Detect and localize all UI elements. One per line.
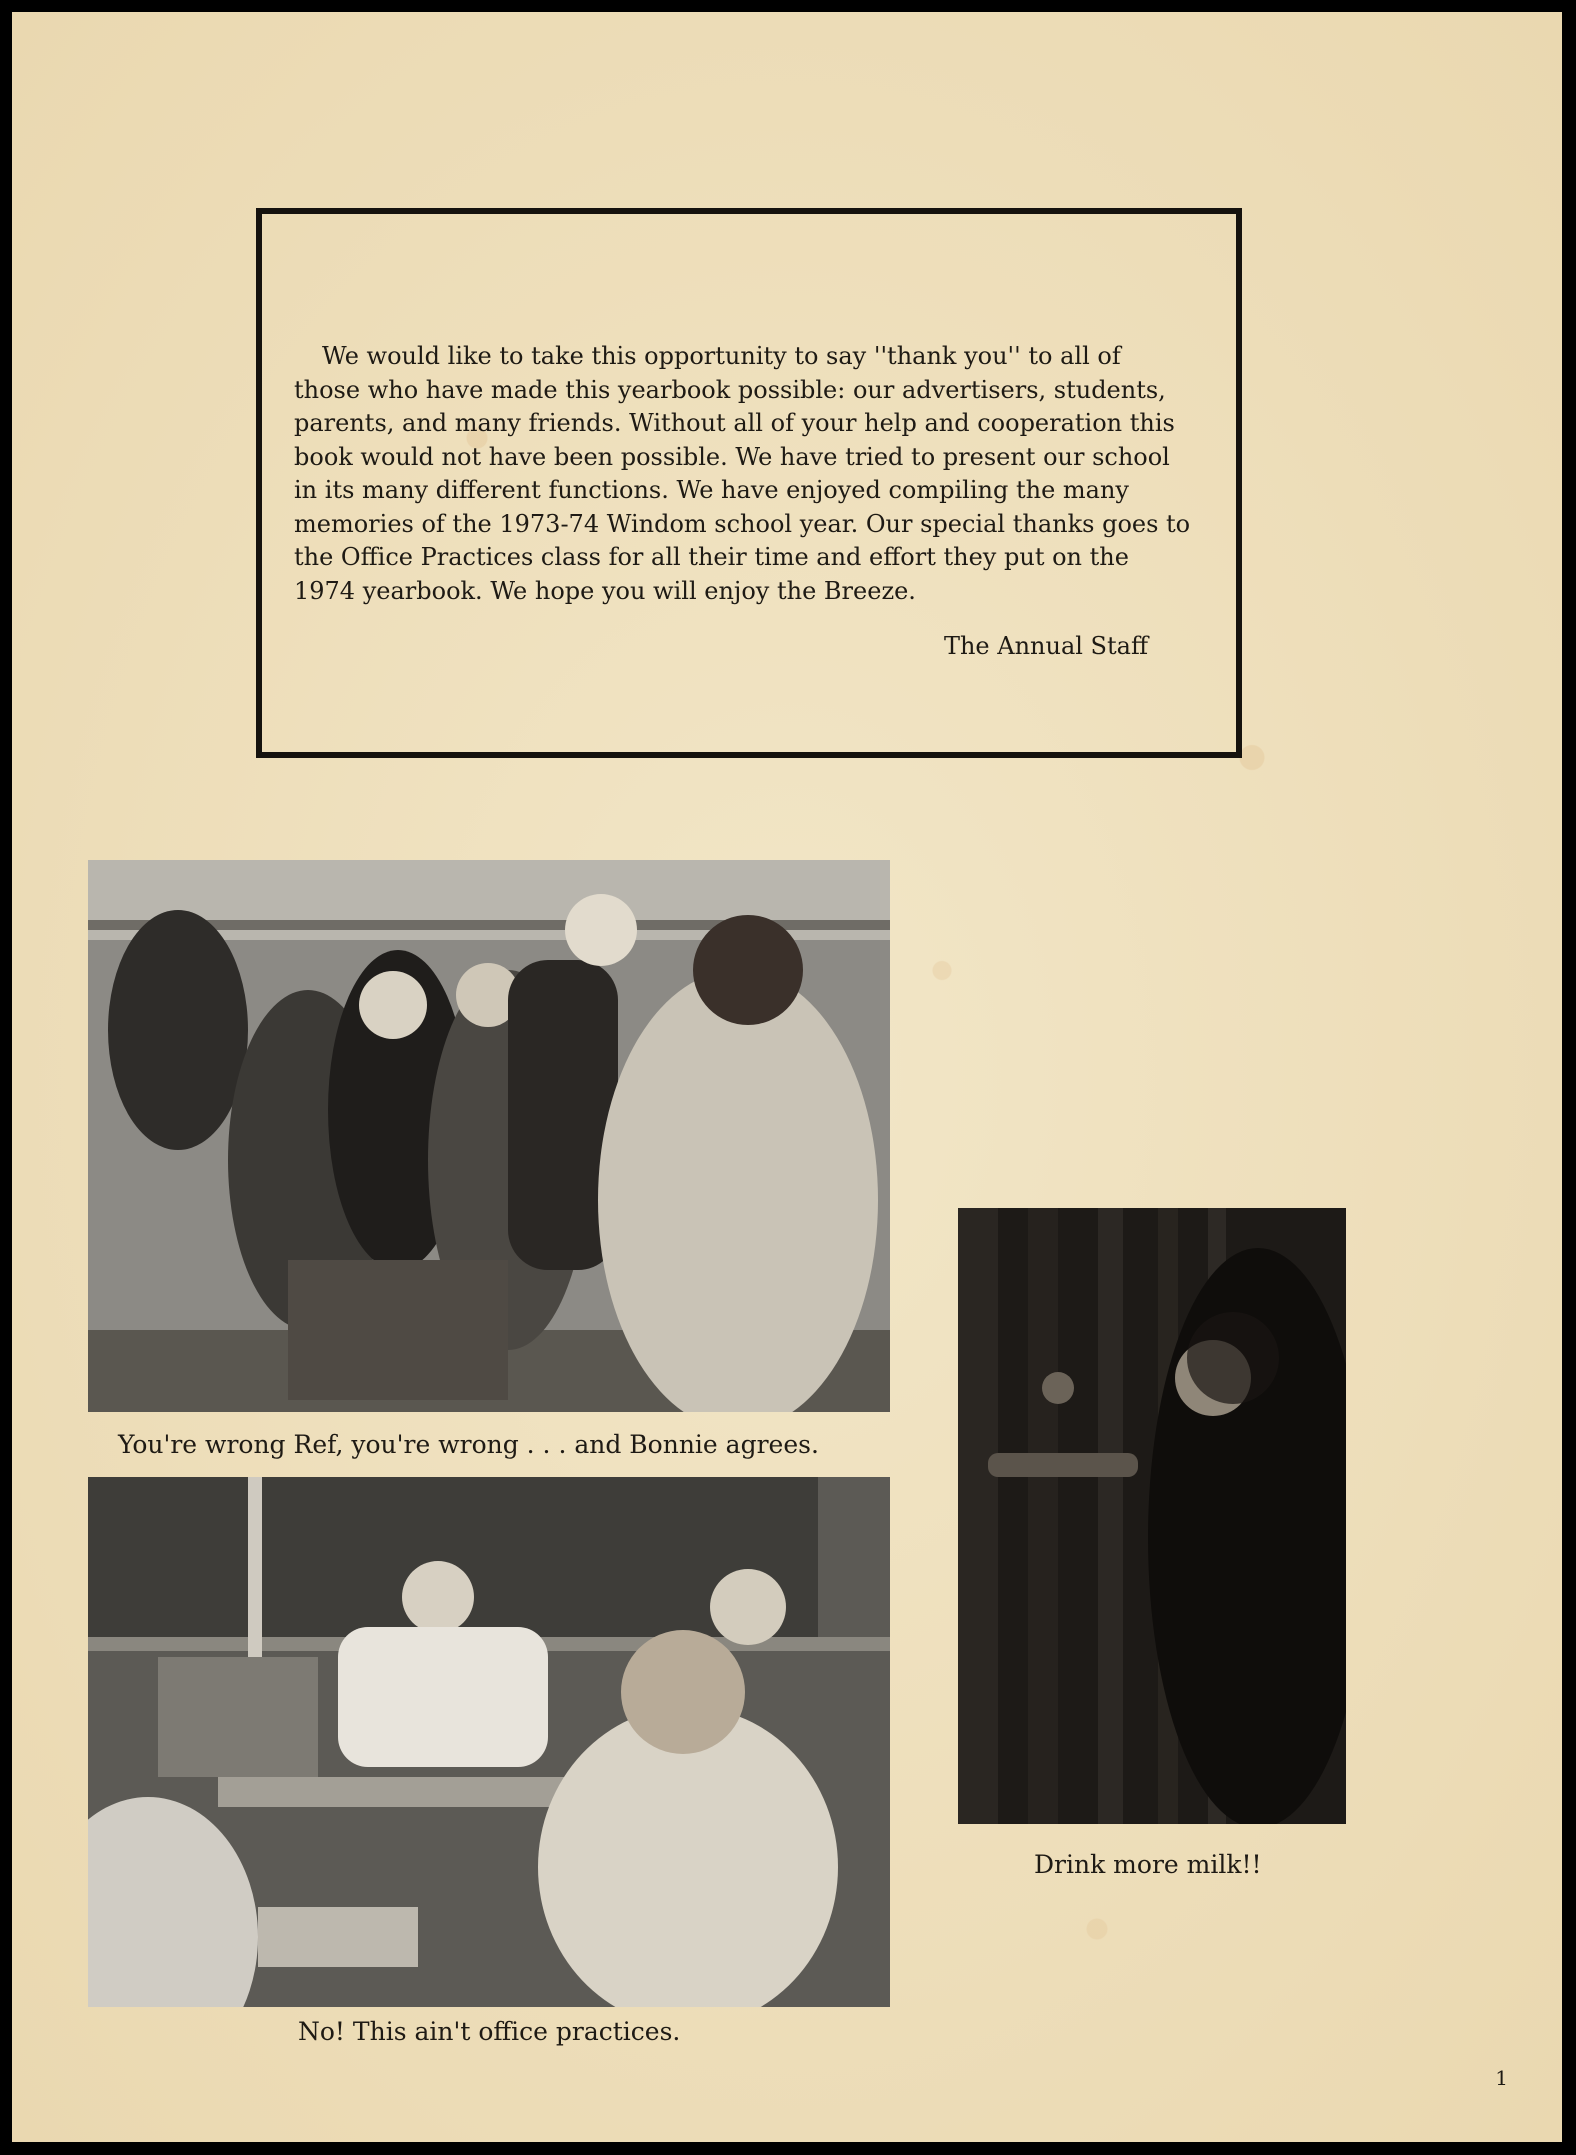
yearbook-page (12, 12, 1562, 2142)
thank-you-note-text: We would like to take this opportunity to say ''thank you'' to all of those who have made this yearbook possible: our advertisers, students, parents, and many friends. Without all of your help and cooperation this book would not have been possible. We have tried to present our school in its many different functions. We have enjoyed compiling the many memories of the 1973-74 Windom school year. Our special thanks goes to the Office Practices class for all their time and effort they put on the 1974 yearbook. We hope you will enjoy the Breeze. (294, 342, 1191, 605)
stage-photo-caption: Drink more milk!! (1034, 1850, 1262, 1879)
crowd-photo (88, 860, 890, 1412)
page-number: 1 (1495, 2066, 1508, 2090)
note-signature: The Annual Staff (943, 632, 1148, 660)
crowd-photo-caption: You're wrong Ref, you're wrong . . . and Bonnie agrees. (118, 1430, 819, 1459)
thank-you-note-box (256, 208, 1242, 758)
classroom-photo (88, 1477, 890, 2007)
classroom-photo-caption: No! This ain't office practices. (298, 2017, 681, 2046)
stage-photo (958, 1208, 1346, 1824)
